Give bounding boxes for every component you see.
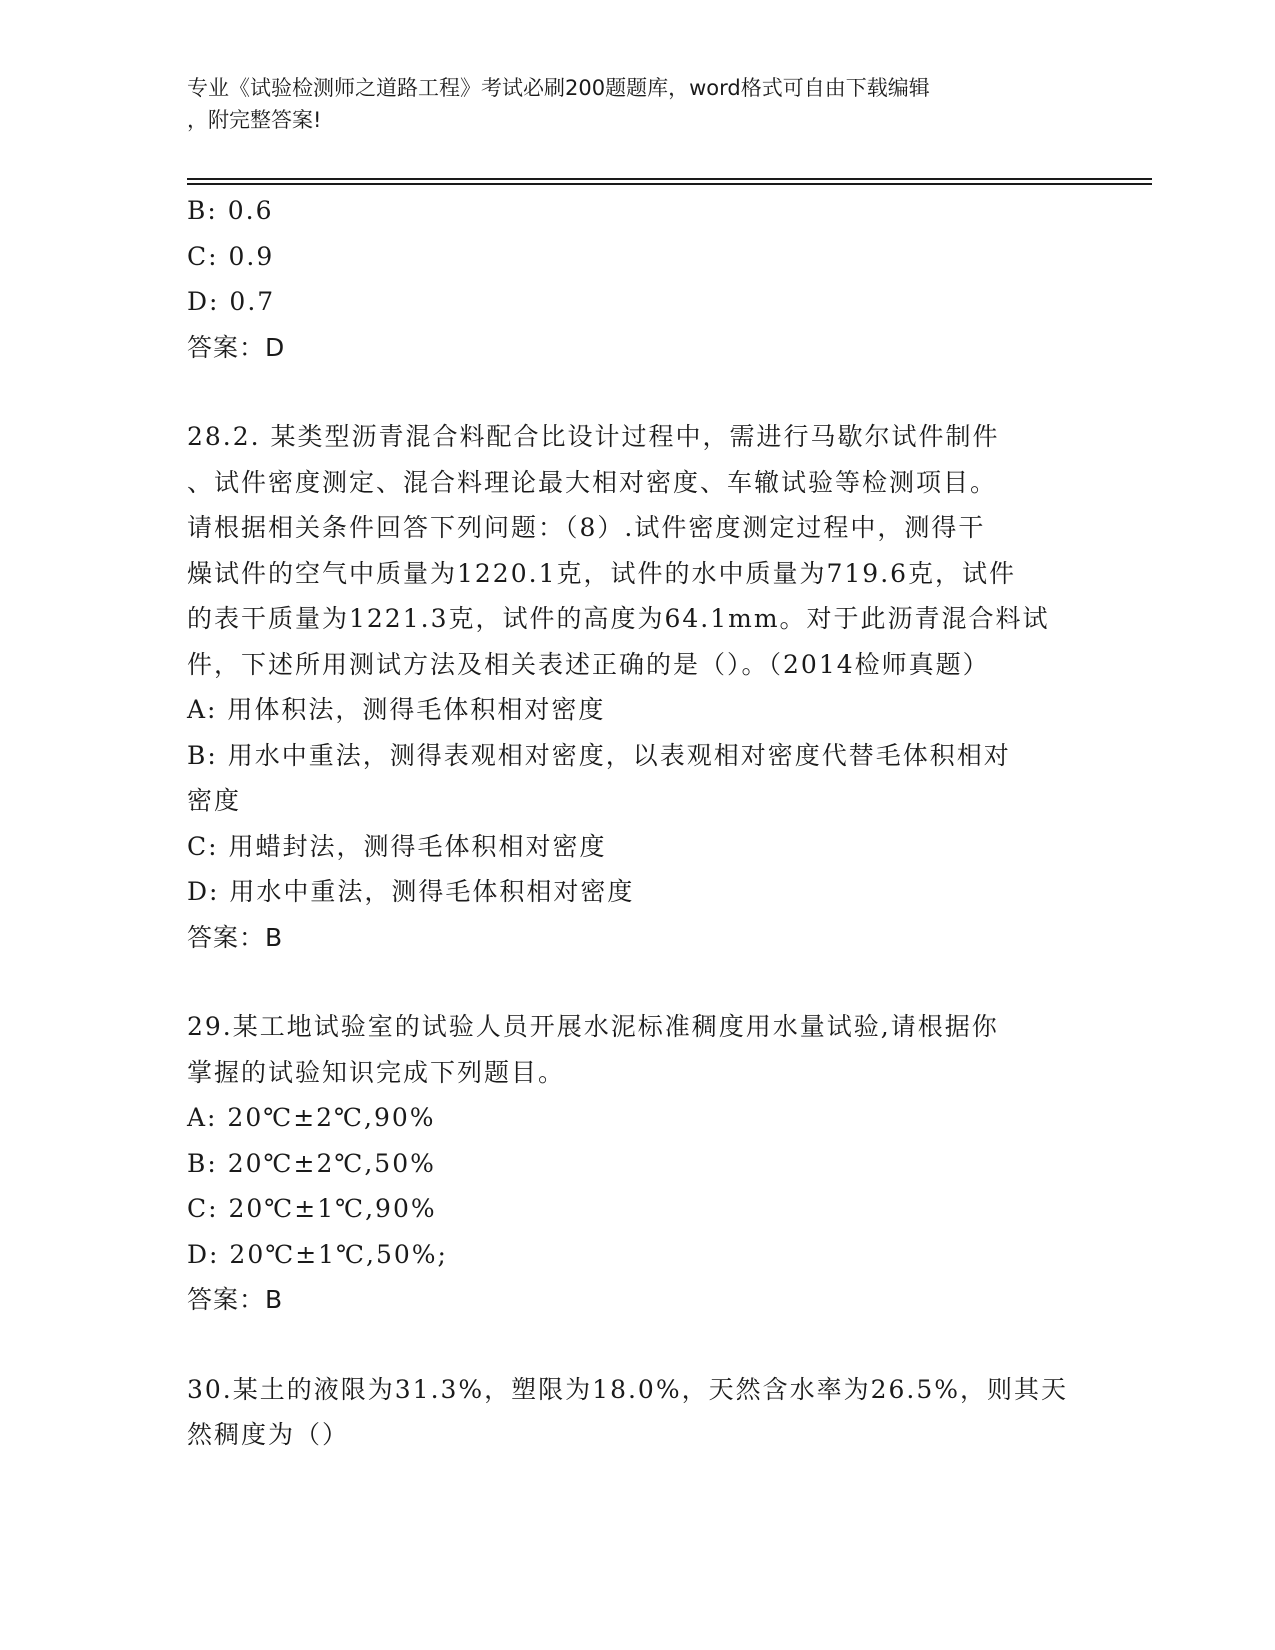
answer: 答案：B <box>187 922 284 952</box>
option-b: B: 20℃±2℃,50% <box>187 1148 436 1178</box>
question-stem-line: 掌握的试验知识完成下列题目。 <box>187 1057 566 1087</box>
answer: 答案：D <box>187 332 286 362</box>
document-header <box>187 72 1087 136</box>
answer: 答案：B <box>187 1285 284 1314</box>
question-stem-line: 29.某工地试验室的试验人员开展水泥标准稠度用水量试验,请根据你 <box>187 1012 999 1041</box>
question-30 <box>187 1367 1087 1458</box>
option-c: C: 0.9 <box>187 241 275 271</box>
option-a: A: 用体积法，测得毛体积相对密度 <box>187 695 606 724</box>
question-stem-line: 、试件密度测定、混合料理论最大相对密度、车辙试验等检测项目。 <box>187 467 998 497</box>
question-stem-line: 30.某土的液限为31.3%，塑限为18.0%，天然含水率为26.5%，则其天 <box>187 1374 1069 1404</box>
question-stem-line: 的表干质量为1221.3克，试件的高度为64.1mm。对于此沥青混合料试 <box>187 604 1050 633</box>
option-b-continued: 密度 <box>187 786 242 815</box>
spacer <box>187 960 1087 1004</box>
question-stem-line: 件，下述所用测试方法及相关表述正确的是（）。（2014检师真题） <box>187 649 990 679</box>
header-divider-top <box>187 178 1152 180</box>
question-27-continued <box>187 188 1087 370</box>
option-d: D: 20℃±1℃,50%; <box>187 1239 448 1269</box>
question-29 <box>187 1004 1087 1323</box>
option-c: C: 用蜡封法，测得毛体积相对密度 <box>187 831 607 861</box>
question-stem-line: 28.2. 某类型沥青混合料配合比设计过程中，需进行马歇尔试件制件 <box>187 422 1000 451</box>
header-divider-bottom <box>187 183 1152 185</box>
option-a: A: 20℃±2℃,90% <box>187 1103 436 1132</box>
question-stem-line: 请根据相关条件回答下列问题：（8）.试件密度测定过程中，测得干 <box>187 513 986 542</box>
question-28 <box>187 414 1087 960</box>
option-d: D: 0.7 <box>187 287 276 316</box>
question-stem-line: 燥试件的空气中质量为1220.1克，试件的水中质量为719.6克，试件 <box>187 558 1017 588</box>
option-d: D: 用水中重法，测得毛体积相对密度 <box>187 877 635 906</box>
spacer <box>187 370 1087 414</box>
spacer <box>187 1323 1087 1367</box>
option-b: B: 0.6 <box>187 196 274 225</box>
question-stem-line: 然稠度为（） <box>187 1420 350 1449</box>
header-line-1: 专业《试验检测师之道路工程》考试必刷200题题库，word格式可自由下载编辑 <box>187 76 930 100</box>
header-line-2: ，附完整答案! <box>187 108 322 132</box>
document-body <box>187 188 1087 1458</box>
option-c: C: 20℃±1℃,90% <box>187 1194 437 1223</box>
option-b: B: 用水中重法，测得表观相对密度，以表观相对密度代替毛体积相对 <box>187 740 1011 770</box>
